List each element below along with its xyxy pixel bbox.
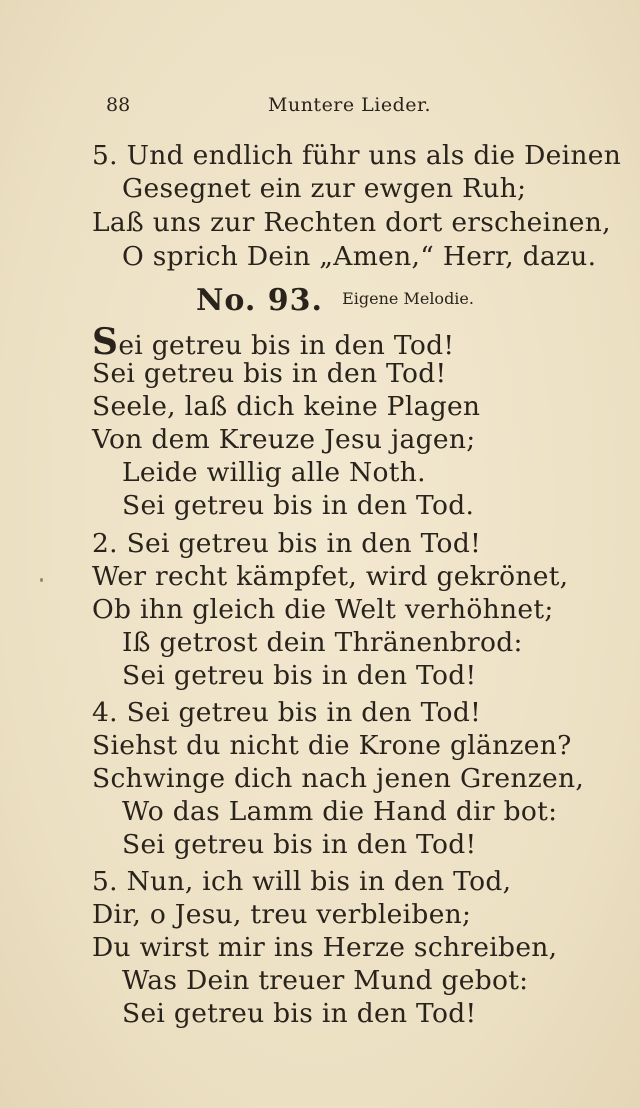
stanza-line: Wer recht kämpfet, wird gekrönet,	[92, 561, 569, 592]
stanza-line: 4. Sei getreu bis in den Tod!	[92, 697, 482, 728]
stanza-line: Sei getreu bis in den Tod!	[122, 998, 477, 1029]
page-number: 88	[106, 94, 131, 116]
stanza-line: Seele, laß dich keine Plagen	[92, 391, 481, 422]
stanza-line: 2. Sei getreu bis in den Tod!	[92, 528, 482, 559]
stanza-line: Sei getreu bis in den Tod!	[122, 660, 477, 691]
stanza-line: Ob ihn gleich die Welt verhöhnet;	[92, 594, 554, 625]
drop-cap: S	[92, 321, 119, 363]
prev-verse-line: Laß uns zur Rechten dort erscheinen,	[92, 207, 611, 238]
stanza-line-text: ei getreu bis in den Tod!	[118, 330, 455, 361]
running-title: Muntere Lieder.	[268, 94, 432, 116]
stanza-line: Sei getreu bis in den Tod!	[92, 358, 447, 389]
stanza-line: 5. Nun, ich will bis in den Tod,	[92, 866, 512, 897]
paper-speck	[40, 578, 43, 582]
hymn-heading	[196, 283, 474, 319]
stanza-line: Dir, o Jesu, treu verbleiben;	[92, 899, 472, 930]
stanza-line	[92, 321, 455, 363]
stanza-line: Von dem Kreuze Jesu jagen;	[92, 424, 476, 455]
stanza-line: Schwinge dich nach jenen Grenzen,	[92, 763, 585, 794]
stanza-line: Leide willig alle Noth.	[122, 457, 426, 488]
stanza-line: Sei getreu bis in den Tod.	[122, 490, 475, 521]
stanza-line: Siehst du nicht die Krone glänzen?	[92, 730, 572, 761]
prev-verse-line: Gesegnet ein zur ewgen Ruh;	[122, 173, 527, 204]
stanza-line: Wo das Lamm die Hand dir bot:	[122, 796, 558, 827]
prev-verse-line: O sprich Dein „Amen,“ Herr, dazu.	[122, 241, 597, 272]
hymn-number: No. 93.	[196, 283, 323, 318]
stanza-line: Iß getrost dein Thränenbrod:	[122, 627, 523, 658]
melody-note: Eigene Melodie.	[342, 289, 474, 308]
prev-verse-line: 5. Und endlich führ uns als die Deinen	[92, 140, 622, 171]
stanza-line: Du wirst mir ins Herze schreiben,	[92, 932, 558, 963]
stanza-line: Was Dein treuer Mund gebot:	[122, 965, 529, 996]
stanza-line: Sei getreu bis in den Tod!	[122, 829, 477, 860]
page-header	[0, 94, 640, 124]
